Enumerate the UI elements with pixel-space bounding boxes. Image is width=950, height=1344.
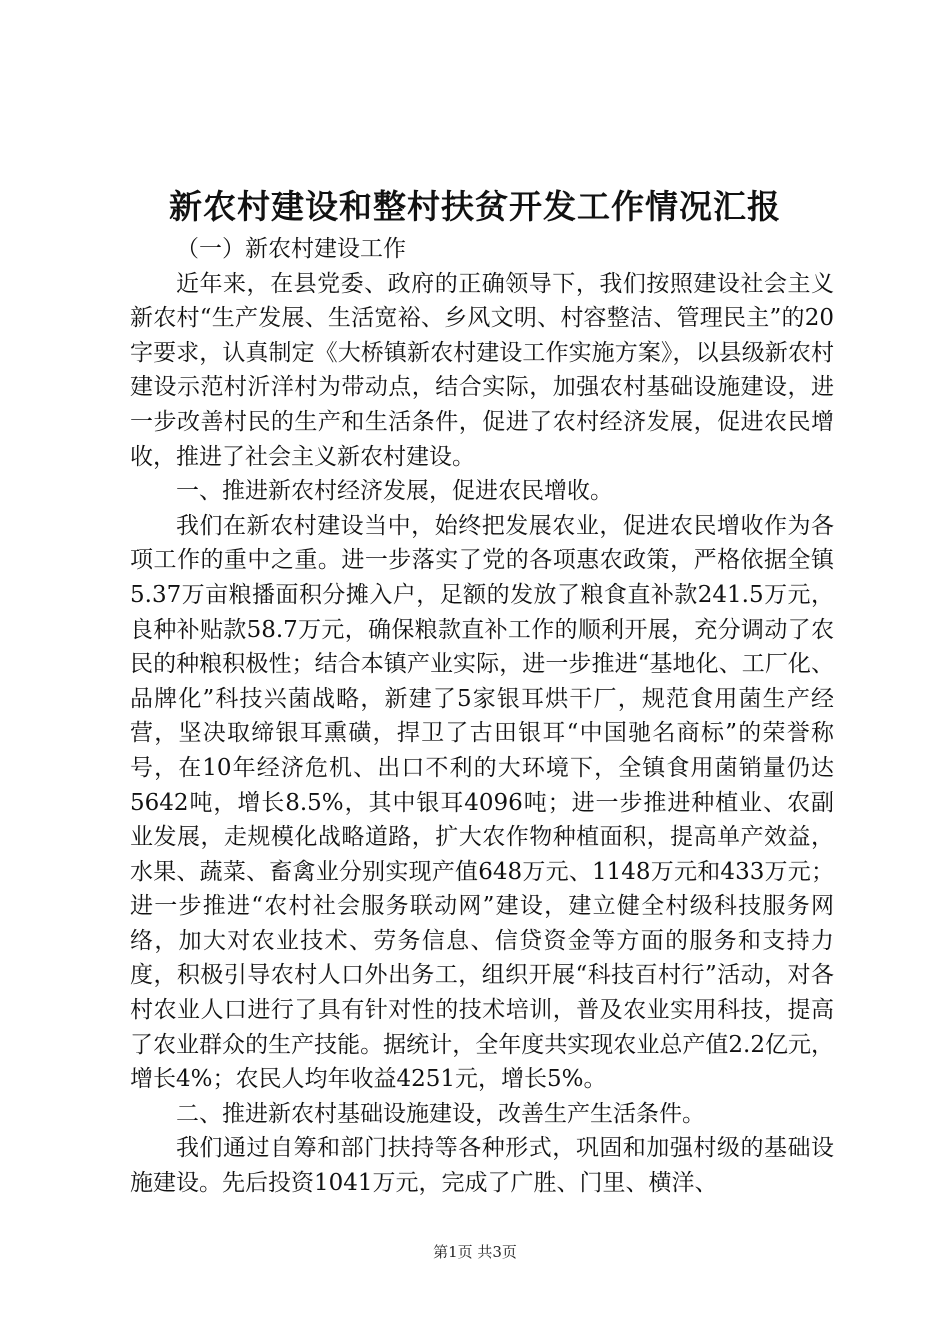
subsection-heading: 二、推进新农村基础设施建设，改善生产生活条件。 [176, 1100, 705, 1127]
page-number: 第1页 共3页 [433, 1243, 517, 1261]
body-paragraph: 近年来，在县党委、政府的正确领导下，我们按照建设社会主义新农村“生产发展、生活宽裕、乡风文明、村容整洁、管理民主”的20字要求，认真制定《大桥镇新农村建设工作实施方案》，以县级新农村建设示范村沂洋村为带动点，结合实际，加强农村基础设施建设，进一步改善村民的生产和生活条件，促进了农村经济发展，促进农民增收，推进了社会主义新农村建设。 [130, 270, 834, 470]
subsection-heading: 一、推进新农村经济发展，促进农民增收。 [176, 478, 613, 505]
body-paragraph: 我们在新农村建设当中，始终把发展农业，促进农民增收作为各项工作的重中之重。进一步落实了党的各项惠农政策，严格依据全镇5.37万亩粮播面积分摊入户，足额的发放了粮食直补款241.5万元，良种补贴款58.7万元，确保粮款直补工作的顺利开展，充分调动了农民的种粮积极性；结合本镇产业实际，进一步推进“基地化、工厂化、品牌化”科技兴菌战略，新建了5家银耳烘干厂，规范食用菌生产经营，坚决取缔银耳熏磺，捍卫了古田银耳“中国驰名商标”的荣誉称号，在10年经济危机、出口不利的大环境下，全镇食用菌销量仍达5642吨，增长8.5%，其中银耳4096吨；进一步推进种植业、农副业发展，走规模化战略道路，扩大农作物种植面积，提高单产效益，水果、蔬菜、畜禽业分别实现产值648万元、1148万元和433万元；进一步推进“农村社会服务联动网”建设，建立健全村级科技服务网络，加大对农业技术、劳务信息、信贷资金等方面的服务和支持力度，积极引导农村人口外出务工，组织开展“科技百村行”活动，对各村农业人口进行了具有针对性的技术培训，普及农业实用科技，提高了农业群众的生产技能。据统计，全年度共实现农业总产值2.2亿元，增长4%；农民人均年收益4251元，增长5%。 [130, 512, 834, 1093]
document-title: 新农村建设和整村扶贫开发工作情况汇报 [169, 187, 781, 226]
body-paragraph: 我们通过自筹和部门扶持等各种形式，巩固和加强村级的基础设施建设。先后投资1041万元，完成了广胜、门里、横洋、 [130, 1135, 834, 1197]
document-body [130, 232, 834, 1201]
section-heading: （一）新农村建设工作 [176, 236, 406, 262]
